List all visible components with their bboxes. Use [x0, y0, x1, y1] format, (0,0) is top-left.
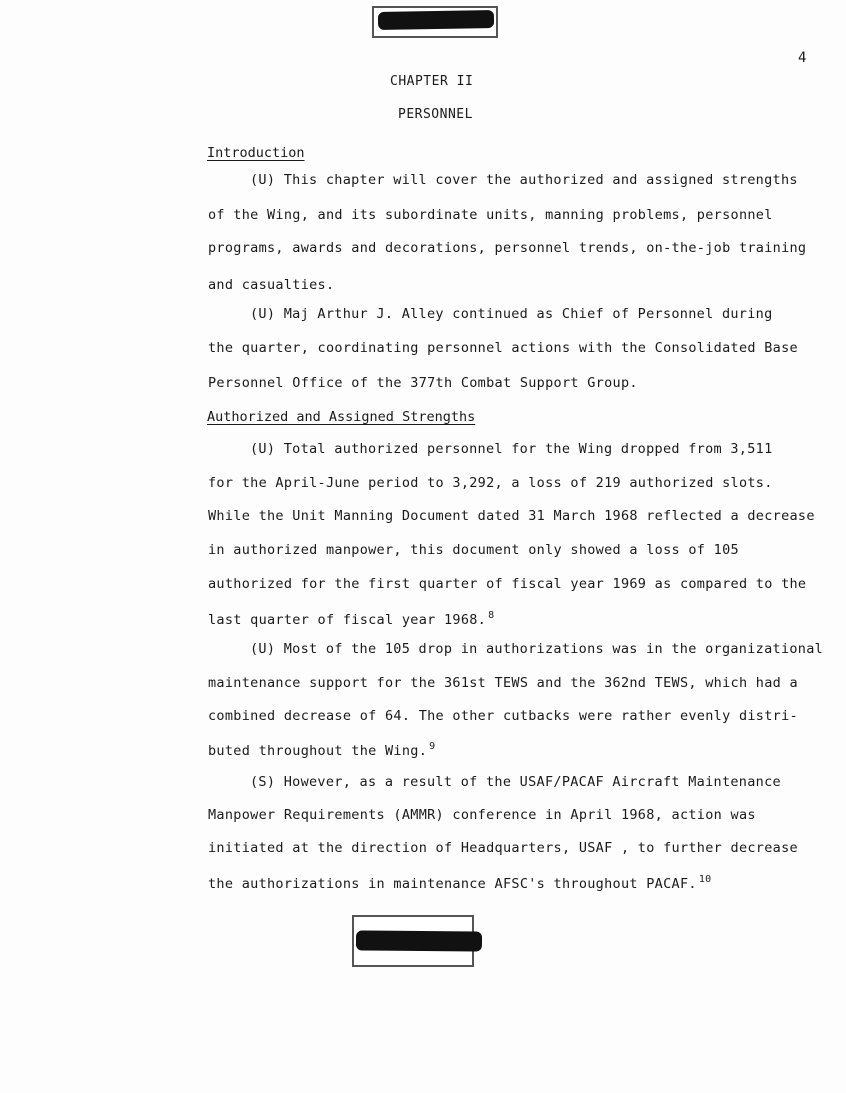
- footnote-marker: 8: [488, 610, 495, 621]
- paragraph-line: maintenance support for the 361st TEWS and the 362nd TEWS, which had a: [208, 675, 798, 691]
- paragraph-line-text: buted throughout the Wing.: [208, 743, 428, 759]
- redaction-bar: [356, 930, 482, 951]
- paragraph-line: Manpower Requirements (AMMR) conference in April 1968, action was: [208, 807, 756, 823]
- paragraph-line: While the Unit Manning Document dated 31 March 1968 reflected a decrease: [208, 508, 815, 524]
- paragraph-line: (S) However, as a result of the USAF/PACAF Aircraft Maintenance: [250, 774, 781, 790]
- paragraph-line: Personnel Office of the 377th Combat Support Group.: [208, 375, 638, 391]
- redacted-classification-stamp-top: [372, 6, 498, 38]
- redaction-bar: [378, 10, 494, 30]
- paragraph-line-with-footnote: [208, 610, 494, 628]
- paragraph-line: combined decrease of 64. The other cutbacks were rather evenly distri-: [208, 708, 798, 724]
- footnote-marker: 10: [698, 874, 712, 885]
- chapter-number: CHAPTER II: [390, 74, 474, 89]
- paragraph-line: of the Wing, and its subordinate units, manning problems, personnel: [208, 207, 773, 223]
- paragraph-line: (U) Total authorized personnel for the Wing dropped from 3,511: [250, 441, 773, 457]
- paragraph-line: authorized for the first quarter of fiscal year 1969 as compared to the: [208, 576, 807, 592]
- paragraph-line-text: last quarter of fiscal year 1968.: [208, 612, 487, 628]
- page-number: 4: [798, 50, 807, 66]
- paragraph-line: initiated at the direction of Headquarters, USAF , to further decrease: [208, 840, 798, 856]
- paragraph-line: (U) This chapter will cover the authorized and assigned strengths: [250, 172, 798, 188]
- paragraph-line: the quarter, coordinating personnel actions with the Consolidated Base: [208, 340, 798, 356]
- paragraph-line: and casualties.: [208, 277, 335, 293]
- chapter-title: PERSONNEL: [398, 107, 473, 122]
- paragraph-line-with-footnote: [208, 874, 711, 892]
- paragraph-line-text: the authorizations in maintenance AFSC's throughout PACAF.: [208, 876, 697, 892]
- redacted-classification-stamp-bottom: [352, 915, 474, 967]
- paragraph-line: for the April-June period to 3,292, a loss of 219 authorized slots.: [208, 475, 773, 491]
- section-heading-introduction: Introduction: [207, 145, 305, 161]
- paragraph-line: programs, awards and decorations, personnel trends, on-the-job training: [208, 240, 807, 256]
- paragraph-line-with-footnote: [208, 741, 435, 759]
- paragraph-line: in authorized manpower, this document only showed a loss of 105: [208, 542, 739, 558]
- section-heading-authorized-strengths: Authorized and Assigned Strengths: [207, 409, 476, 425]
- paragraph-line: (U) Maj Arthur J. Alley continued as Chief of Personnel during: [250, 306, 773, 322]
- paragraph-line: (U) Most of the 105 drop in authorizations was in the organizational: [250, 641, 824, 657]
- footnote-marker: 9: [429, 741, 436, 752]
